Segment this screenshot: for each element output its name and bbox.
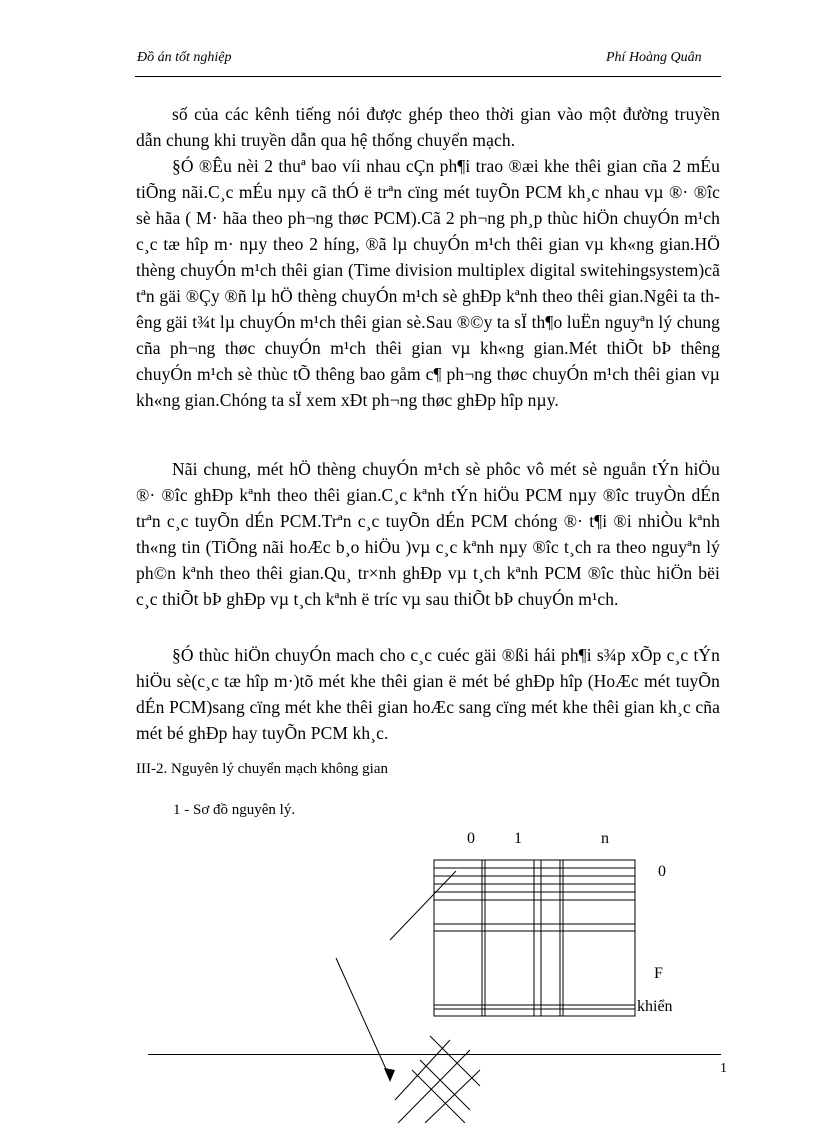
paragraph-2: §Ó ®Êu nèi 2 thuª bao víi nhau cÇn ph¶i trao ®æi khe thêi gian cña 2 mÉu tiÕng nãi.C¸c mÉu nµy cã thÓ ë trªn cïng mét tuyÕn PCM kh¸c nhau vµ ®· ®îc sè hãa ( M· hãa theo ph¬ng thøc PCM).Cã 2 ph¬ng ph¸p thùc hiÖn chuyÓn m¹ch c¸c tæ hîp m· nµy theo 2 híng, ®ã lµ chuyÓn m¹ch thêi gian vµ kh«ng gian.HÖ thèng chuyÓn m¹ch thêi gian (Time division multiplex digital switehingsystem)cã tªn gäi ®Çy ®ñ lµ hÖ thèng chuyÓn m¹ch sè ghÐp kªnh theo thêi gian.Ngêi ta thêng gäi t¾t lµ chuyÓn m¹ch thêi gian sè.Sau ®©y ta sÏ th¶o luËn nguyªn lý chung cña ph¬ng thøc chuyÓn m¹ch thêi gian vµ kh«ng gian.Mét thiÕt bÞ thêng chuyÓn m¹ch sè thùc tÕ thêng bao gåm c¶ ph¬ng thøc chuyÓn m¹ch thêi gian vµ kh«ng gian.Chóng ta sÏ xem xÐt ph¬ng thøc ghÐp hîp nµy. [136,156,720,410]
row-label-khien: khiển [637,998,673,1015]
row-label-0: 0 [658,863,666,880]
col-label-0: 0 [467,830,475,847]
arrow-head [384,1068,395,1082]
page-number: 1 [720,1061,727,1076]
paragraph-4: §Ó thùc hiÖn chuyÓn mach cho c¸c cuéc gäi ®ßi hái ph¶i s¾p xÕp c¸c tÝn hiÖu sè(c¸c tæ hîp m·)tõ mét khe thêi gian ë mét bé ghÐp hîp (HoÆc mét tuyÕn dÉn PCM)sang cïng mét khe thêi gian hoÆc sang cïng mét khe thêi gian kh¸c cña mét bé ghÐp hay tuyÕn PCM kh¸c. [136,645,720,743]
col-label-n: n [601,830,609,847]
header-left-title: Đồ án tốt nghiệp [137,50,232,65]
paragraph-3: Nãi chung, mét hÖ thèng chuyÓn m¹ch sè phôc vô mét sè nguån tÝn hiÖu ®· ®îc ghÐp kªnh theo thêi gian.C¸c kªnh tÝn hiÖu PCM nµy ®îc truyÒn dÉn trªn c¸c tuyÕn dÉn PCM.Trªn c¸c tuyÕn dÉn PCM chóng ®· t¶i ®i nhiÒu kªnh th«ng tin (TiÕng nãi hoÆc b¸o hiÖu )vµ c¸c kªnh nµy ®îc t¸ch ra theo nguyªn lý ph©n kªnh theo thêi gian.Qu¸ tr×nh ghÐp vµ t¸ch kªnh PCM ®îc thùc hiÖn bëi c¸c thiÕt bÞ ghÐp vµ t¸ch kªnh ë tríc vµ sau thiÕt bÞ chuyÓn m¹ch. [136,459,720,609]
header-author: Phí Hoàng Quân [606,50,702,65]
paragraph-1: số của các kênh tiếng nói được ghép theo thời gian vào một đường truyền dẫn chung khi truyền dẫn qua hệ thống chuyển mạch. [136,104,720,150]
section-heading: III-2. Nguyên lý chuyển mạch không gian [136,761,389,777]
col-label-1: 1 [514,830,522,847]
sub-heading: 1 - Sơ đồ nguyên lý. [173,802,296,818]
row-label-f: F [654,965,663,982]
footer-divider [148,1054,721,1055]
